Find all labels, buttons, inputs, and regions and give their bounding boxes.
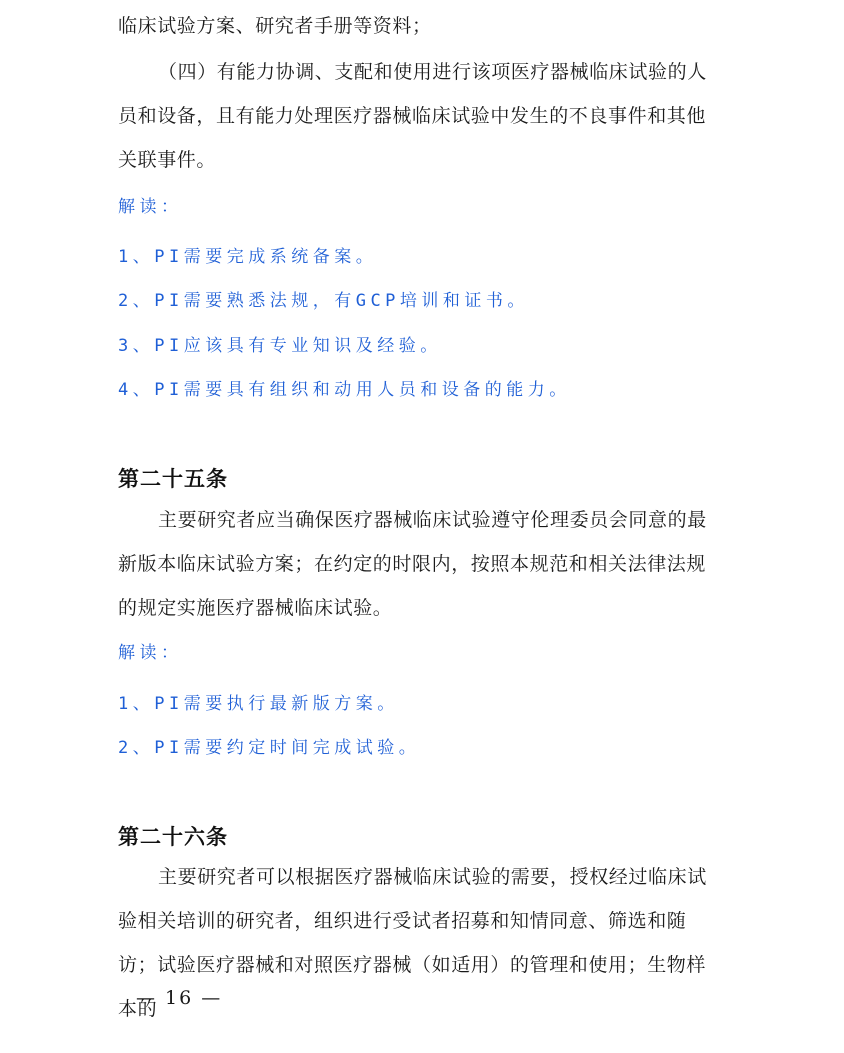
article-25-body: 主要研究者应当确保医疗器械临床试验遵守伦理委员会同意的最新版本临床试验方案；在约定的时限内，按照本规范和相关法律法规的规定实施医疗器械临床试验。 [118,509,707,619]
interpretation-note: 2、PI需要约定时间完成试验。 [118,738,421,758]
continuation-paragraph: 临床试验方案、研究者手册等资料； [118,15,432,37]
interpretation-note: 1、PI需要完成系统备案。 [118,247,378,267]
article-25-heading: 第二十五条 [118,467,228,491]
item-four-paragraph: （四）有能力协调、支配和使用进行该项医疗器械临床试验的人员和设备，且有能力处理医疗器械临床试验中发生的不良事件和其他关联事件。 [118,61,707,171]
interpretation-label: 解读： [118,197,183,217]
interpretation-note: 2、PI需要熟悉法规，有GCP培训和证书。 [118,291,529,311]
article-26-body: 主要研究者可以根据医疗器械临床试验的需要，授权经过临床试验相关培训的研究者，组织进行受试者招募和知情同意、筛选和随访；试验医疗器械和对照医疗器械（如适用）的管理和使用；生物样本的 [118,866,707,1020]
interpretation-note: 3、PI应该具有专业知识及经验。 [118,336,442,356]
article-26-heading: 第二十六条 [118,825,228,849]
interpretation-note: 1、PI需要执行最新版方案。 [118,694,399,714]
interpretation-label: 解读： [118,643,183,663]
page-number: — 16 — [136,987,223,1009]
interpretation-note: 4、PI需要具有组织和动用人员和设备的能力。 [118,380,571,400]
